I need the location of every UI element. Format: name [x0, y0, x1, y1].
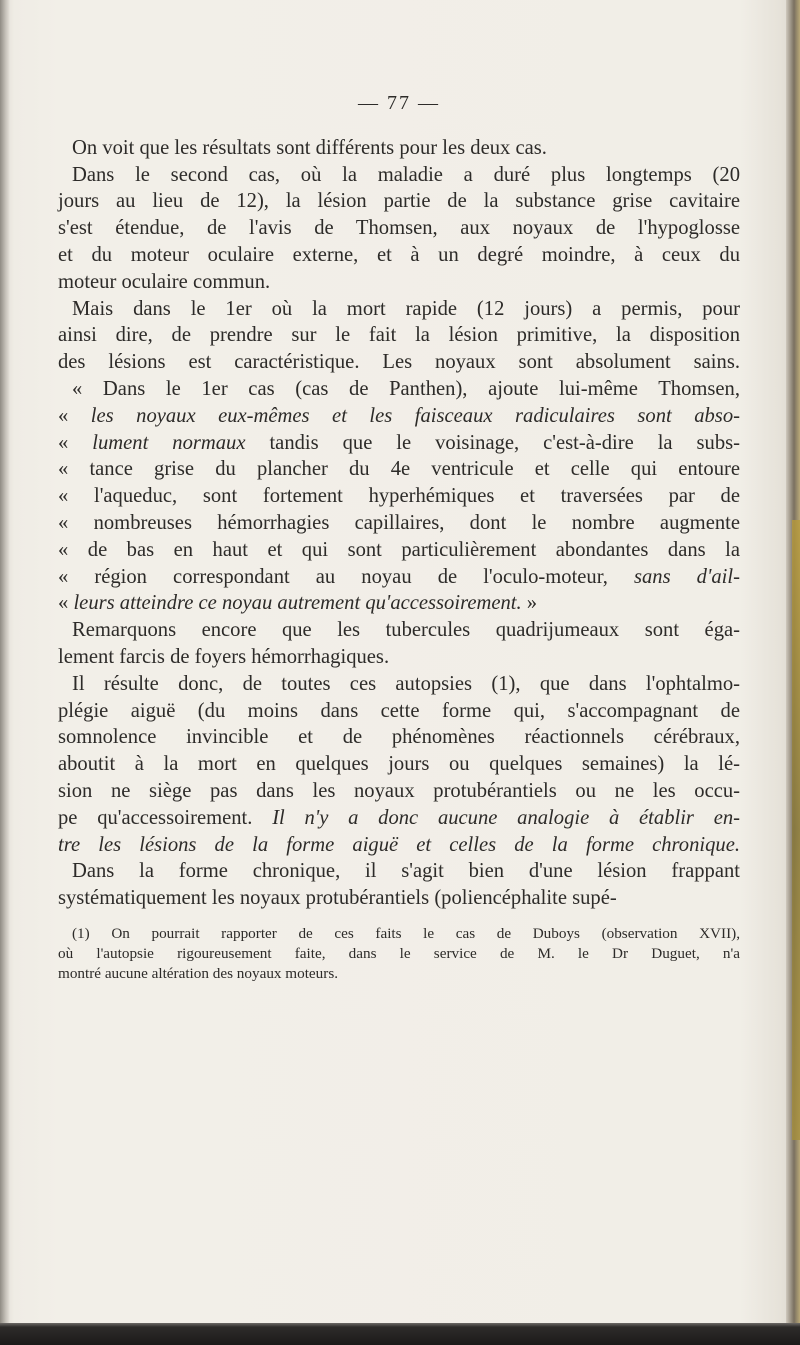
text-run: « nombreuses hémorrhagies capillaires, dont le nombre augmente — [58, 511, 740, 534]
text-line — [58, 858, 740, 885]
page-number: — 77 — — [358, 92, 440, 114]
text-line — [58, 483, 740, 510]
book-edge-shadow — [0, 1323, 800, 1345]
text-run: pe qu'accessoirement. — [58, 806, 273, 829]
text-run: systématiquement les noyaux protubérantiels (poliencéphalite supé- — [58, 887, 617, 910]
text-line — [58, 805, 740, 832]
text-run: Dans le second cas, où la maladie a duré plus longtemps (20 — [72, 163, 740, 186]
text-run: montré aucune altération des noyaux moteurs. — [58, 964, 339, 982]
text-run: » — [521, 592, 538, 615]
text-run: « Dans le 1er cas (cas de Panthen), ajoute lui-même Thomsen, — [72, 377, 740, 400]
text-run: « l'aqueduc, sont fortement hyperhémiques et traversées par de — [58, 485, 740, 508]
text-line — [58, 349, 740, 376]
text-line — [58, 322, 740, 349]
text-run: (1) On pourrait rapporter de ces faits le cas de Duboys (observation XVII), — [72, 924, 740, 942]
footnote-line — [58, 924, 740, 944]
text-run: Il résulte donc, de toutes ces autopsies (1), que dans l'ophtalmo- — [72, 672, 740, 695]
text-run: tandis que le voisinage, c'est-à-dire la subs- — [245, 431, 740, 454]
text-run: aboutit à la mort en quelques jours ou quelques semaines) la lé- — [58, 753, 740, 776]
text-run: « — [58, 592, 74, 615]
text-line — [58, 162, 740, 189]
text-line — [58, 215, 740, 242]
footnote-line — [58, 964, 740, 984]
text-line — [58, 564, 740, 591]
text-run: « — [58, 431, 93, 454]
gilt-edge — [792, 520, 800, 1140]
italic-text: sans d'ail- — [633, 565, 740, 588]
text-line — [58, 617, 740, 644]
text-line — [58, 376, 740, 403]
text-line — [58, 698, 740, 725]
body-text — [58, 135, 740, 912]
text-line — [58, 537, 740, 564]
text-line — [58, 510, 740, 537]
text-line — [58, 778, 740, 805]
text-line — [58, 269, 740, 296]
footnotes — [58, 924, 740, 984]
text-run: « région correspondant au noyau de l'oculo-moteur, — [58, 565, 634, 588]
text-line — [58, 590, 740, 617]
text-run: plégie aiguë (du moins dans cette forme qui, s'accompagnant de — [58, 699, 740, 722]
text-line — [58, 456, 740, 483]
page-text — [58, 90, 740, 984]
text-line — [58, 751, 740, 778]
text-line — [58, 832, 740, 859]
italic-text: tre les lésions de la forme aiguë et celles de la forme chronique. — [58, 833, 740, 856]
text-run: lement farcis de foyers hémorrhagiques. — [58, 645, 390, 668]
text-run: des lésions est caractéristique. Les noyaux sont absolument sains. — [58, 351, 740, 374]
italic-text: les noyaux eux-mêmes et les faisceaux radiculaires sont abso- — [90, 404, 740, 427]
italic-text: leurs atteindre ce noyau autrement qu'accessoirement. — [73, 592, 522, 615]
text-run: Dans la forme chronique, il s'agit bien d'une lésion frappant — [72, 860, 740, 883]
text-run: jours au lieu de 12), la lésion partie de la substance grise cavitaire — [58, 190, 740, 213]
text-line — [58, 430, 740, 457]
text-line — [58, 403, 740, 430]
text-run: « tance grise du plancher du 4e ventricule et celle qui entoure — [58, 458, 740, 481]
text-line — [58, 644, 740, 671]
text-run: ainsi dire, de prendre sur le fait la lésion primitive, la disposition — [58, 324, 740, 347]
text-run: On voit que les résultats sont différents pour les deux cas. — [72, 136, 547, 159]
text-run: « de bas en haut et qui sont particulièrement abondantes dans la — [58, 538, 740, 561]
italic-text: Il n'y a donc aucune analogie à établir en- — [272, 806, 740, 829]
binding-shadow — [0, 0, 10, 1345]
text-line — [58, 296, 740, 323]
italic-text: lument normaux — [92, 431, 246, 454]
text-run: moteur oculaire commun. — [58, 270, 271, 293]
text-run: Mais dans le 1er où la mort rapide (12 jours) a permis, pour — [72, 297, 740, 320]
text-line — [58, 135, 740, 162]
text-line — [58, 188, 740, 215]
text-line — [58, 724, 740, 751]
text-run: et du moteur oculaire externe, et à un degré moindre, à ceux du — [58, 243, 740, 266]
text-line — [58, 242, 740, 269]
text-run: Remarquons encore que les tubercules quadrijumeaux sont éga- — [72, 619, 740, 642]
text-run: sion ne siège pas dans les noyaux protubérantiels ou ne les occu- — [58, 779, 740, 802]
text-line — [58, 885, 740, 912]
text-run: somnolence invincible et de phénomènes réactionnels cérébraux, — [58, 726, 740, 749]
text-run: « — [58, 404, 91, 427]
footnote-line — [58, 944, 740, 964]
text-run: s'est étendue, de l'avis de Thomsen, aux noyaux de l'hypoglosse — [58, 217, 740, 240]
text-run: où l'autopsie rigoureusement faite, dans le service de M. le Dr Duguet, n'a — [58, 944, 740, 962]
text-line — [58, 671, 740, 698]
